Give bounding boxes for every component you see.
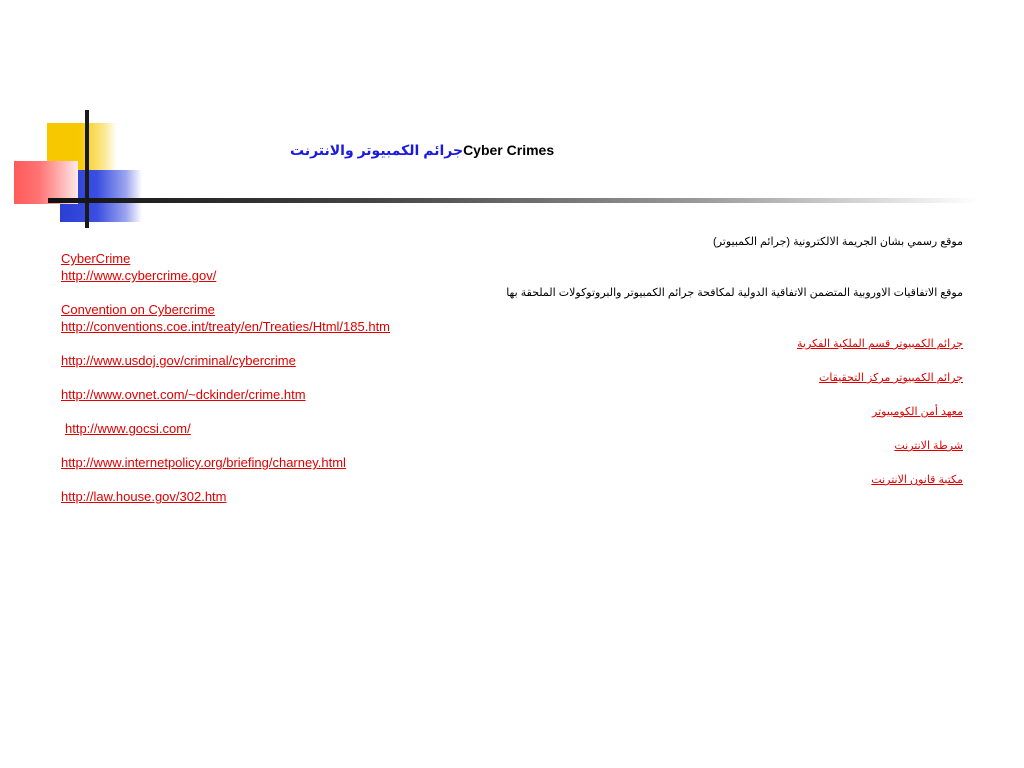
description-cybercrime: موقع رسمي بشان الجريمة الالكترونية (جرائم الكمبيوتر) (713, 236, 963, 248)
link-internet-law-library[interactable]: مكتبة قانون الانترنت (871, 474, 963, 486)
link-computer-security-institute[interactable]: معهد أمن الكومبيوتر (872, 406, 963, 418)
vertical-divider (85, 110, 89, 228)
link-cybercrime-gov[interactable]: http://www.cybercrime.gov/ (61, 268, 217, 283)
link-internetpolicy[interactable]: http://www.internetpolicy.org/briefing/charney.html (61, 455, 346, 470)
link-ip-section[interactable]: جرائم الكمبيوتر قسم الملكية الفكرية (797, 338, 963, 350)
arabic-links-list (480, 234, 963, 489)
page-title-arabic: جرائم الكمبيوتر والانترنت (290, 142, 464, 158)
english-links-list (61, 250, 481, 505)
page-title-english: Cyber Crimes (463, 142, 555, 158)
link-conventions-coe[interactable]: http://conventions.coe.int/treaty/en/Treaties/Html/185.htm (61, 319, 391, 334)
link-gocsi[interactable]: http://www.gocsi.com/ (65, 421, 191, 436)
page-title (290, 142, 555, 159)
link-law-house[interactable]: http://law.house.gov/302.htm (61, 489, 227, 504)
link-ovnet-crime[interactable]: http://www.ovnet.com/~dckinder/crime.htm (61, 387, 306, 402)
link-internet-police[interactable]: شرطة الانترنت (894, 440, 963, 452)
link-convention-on-cybercrime[interactable]: Convention on Cybercrime (61, 302, 215, 317)
link-usdoj-cybercrime[interactable]: http://www.usdoj.gov/criminal/cybercrime (61, 353, 296, 368)
decorative-logo (0, 0, 180, 240)
link-investigations-center[interactable]: جرائم الكمبيوتر مركز التحقيقات (818, 372, 963, 384)
link-cybercrime[interactable]: CyberCrime (61, 251, 131, 266)
description-convention: موقع الاتفاقيات الاوروبية المتضمن الاتفاقية الدولية لمكافحة جرائم الكمبيوتر والبروتوكولات الملحقة بها (506, 287, 963, 299)
horizontal-divider (48, 198, 978, 203)
